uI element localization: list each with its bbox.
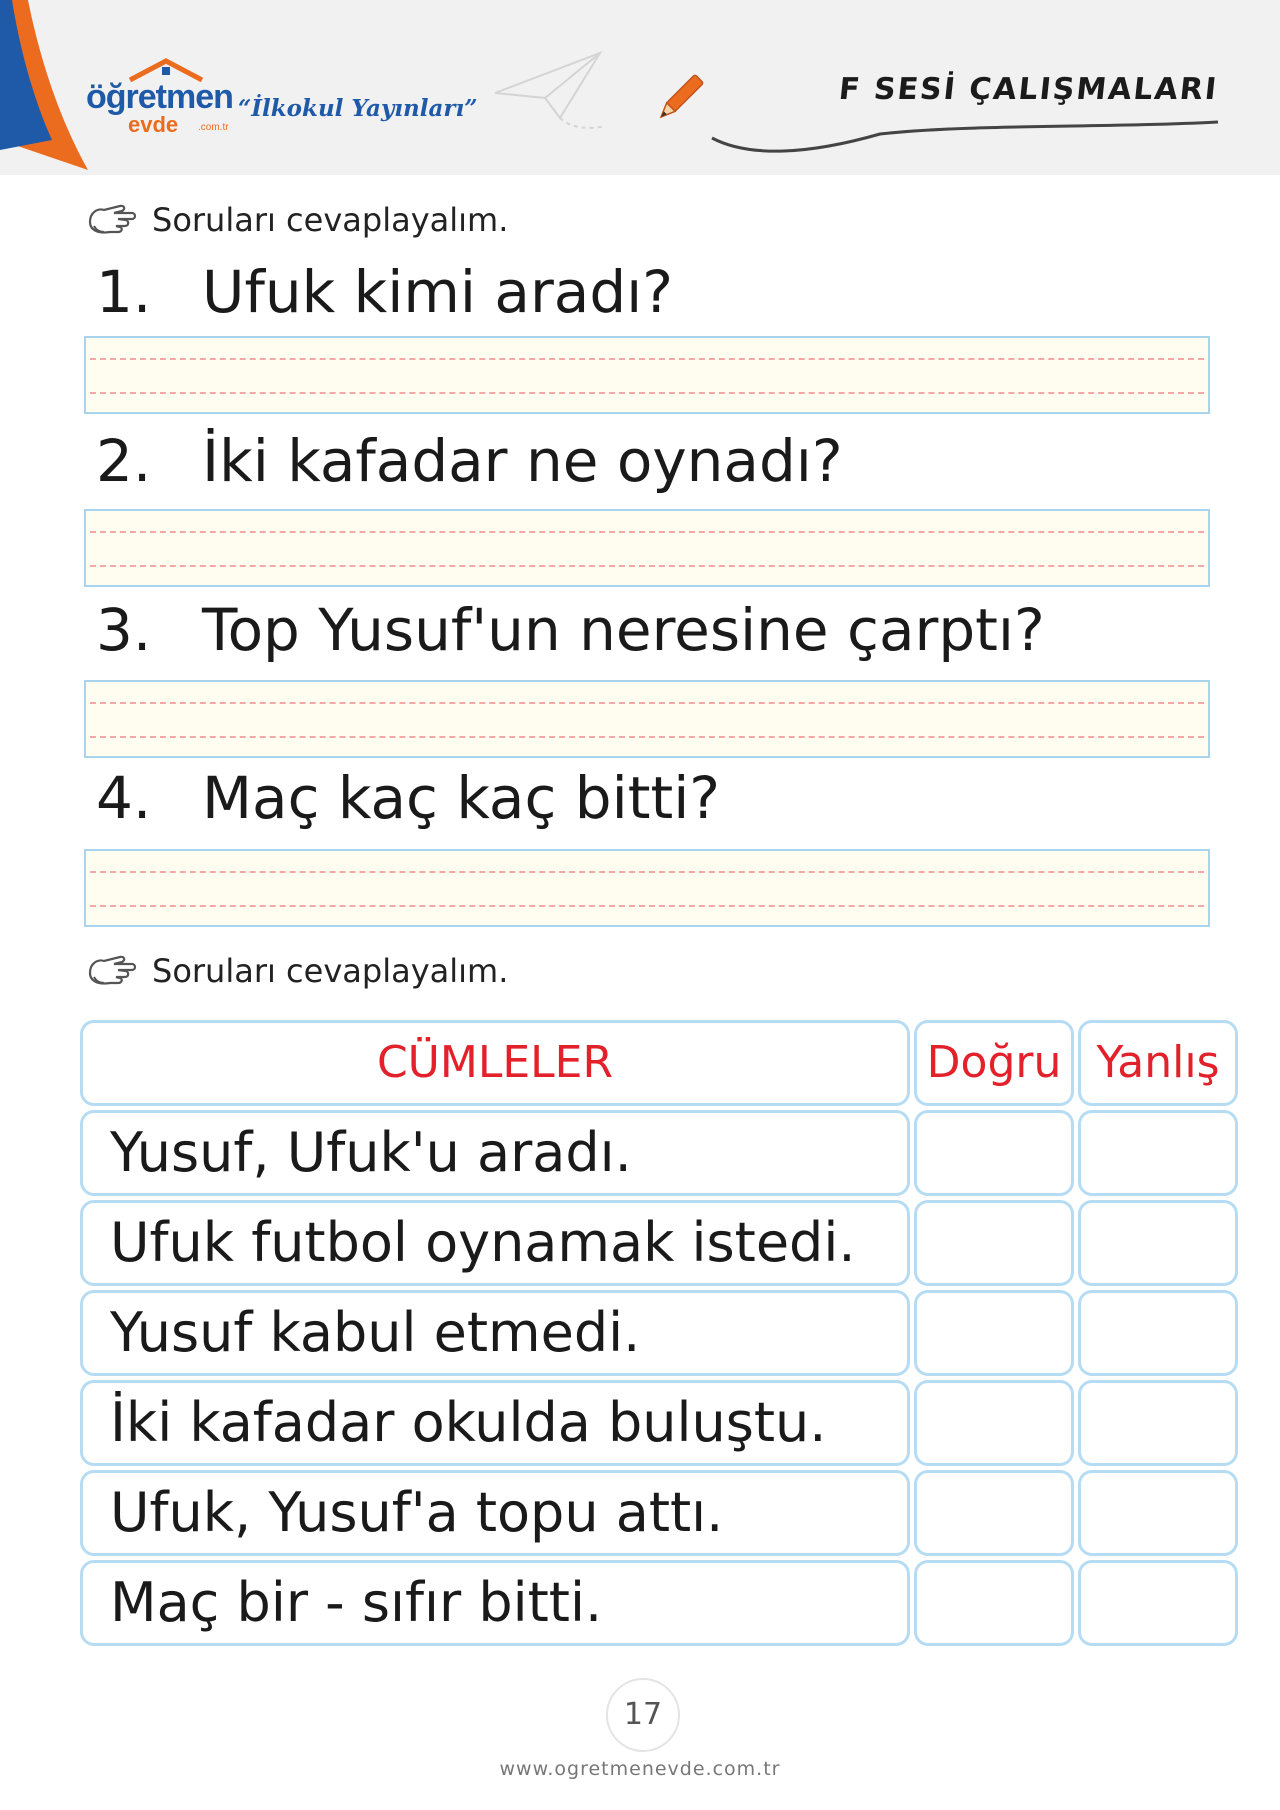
wrong-checkbox[interactable]: [1078, 1200, 1238, 1286]
logo-sub-text: evde: [128, 112, 179, 137]
wrong-checkbox[interactable]: [1078, 1380, 1238, 1466]
page-number: 17: [606, 1678, 680, 1752]
answer-box-2[interactable]: [84, 509, 1210, 587]
table-row: [80, 1290, 1240, 1376]
answer-box-4[interactable]: [84, 849, 1210, 927]
logo-main-text: öğretmen: [86, 78, 233, 116]
pointing-hand-icon: [86, 200, 138, 240]
guide-line: [90, 565, 1204, 567]
corner-decoration: [0, 0, 90, 175]
table-row: [80, 1200, 1240, 1286]
instruction-2: [86, 951, 508, 991]
question-number: 1.: [96, 258, 152, 326]
paper-plane-icon: [490, 48, 610, 138]
question-number: 3.: [96, 596, 152, 664]
pencil-icon: [648, 70, 708, 130]
guide-line: [90, 392, 1204, 394]
sentence-text: Ufuk futbol oynamak istedi.: [110, 1211, 856, 1274]
correct-checkbox[interactable]: [914, 1380, 1074, 1466]
header-wrong: Yanlış: [1096, 1037, 1220, 1088]
sentence-text: İki kafadar okulda buluştu.: [110, 1391, 827, 1454]
guide-line: [90, 871, 1204, 873]
correct-checkbox[interactable]: [914, 1470, 1074, 1556]
publisher-tagline: “İlkokul Yayınları”: [238, 95, 478, 122]
table-row: [80, 1110, 1240, 1196]
guide-line: [90, 702, 1204, 704]
question-number: 2.: [96, 427, 152, 495]
question-number: 4.: [96, 764, 152, 832]
question-2: [96, 427, 843, 495]
sentence-text: Maç bir - sıfır bitti.: [110, 1571, 603, 1634]
question-text: Ufuk kimi aradı?: [202, 258, 674, 326]
instruction-2-text: Soruları cevaplayalım.: [152, 952, 509, 990]
table-row: [80, 1380, 1240, 1466]
title-underline: [710, 118, 1230, 158]
house-roof-icon: [126, 58, 206, 82]
guide-line: [90, 905, 1204, 907]
question-text: Maç kaç kaç bitti?: [202, 764, 721, 832]
header-correct: Doğru: [926, 1037, 1062, 1088]
question-4: [96, 764, 720, 832]
guide-line: [90, 736, 1204, 738]
instruction-1-text: Soruları cevaplayalım.: [152, 201, 509, 239]
footer-website[interactable]: www.ogretmenevde.com.tr: [499, 1758, 781, 1780]
table-row: [80, 1560, 1240, 1646]
sentence-text: Yusuf, Ufuk'u aradı.: [110, 1121, 632, 1184]
sentence-text: Yusuf kabul etmedi.: [110, 1301, 641, 1364]
table-row: [80, 1470, 1240, 1556]
page-title: F SESİ ÇALIŞMALARI: [837, 72, 1220, 107]
question-3: [96, 596, 1045, 664]
pointing-hand-icon: [86, 951, 138, 991]
correct-checkbox[interactable]: [914, 1290, 1074, 1376]
correct-checkbox[interactable]: [914, 1200, 1074, 1286]
publisher-logo: [86, 78, 233, 137]
logo-domain-text: .com.tr: [198, 122, 229, 133]
guide-line: [90, 531, 1204, 533]
instruction-1: [86, 200, 508, 240]
correct-checkbox[interactable]: [914, 1560, 1074, 1646]
wrong-checkbox[interactable]: [1078, 1560, 1238, 1646]
question-text: İki kafadar ne oynadı?: [202, 427, 843, 495]
wrong-checkbox[interactable]: [1078, 1290, 1238, 1376]
header-sentences: CÜMLELER: [376, 1037, 614, 1088]
correct-checkbox[interactable]: [914, 1110, 1074, 1196]
wrong-checkbox[interactable]: [1078, 1470, 1238, 1556]
wrong-checkbox[interactable]: [1078, 1110, 1238, 1196]
table-header-row: [80, 1020, 1240, 1106]
answer-box-1[interactable]: [84, 336, 1210, 414]
guide-line: [90, 358, 1204, 360]
question-text: Top Yusuf'un neresine çarptı?: [202, 596, 1045, 664]
answer-box-3[interactable]: [84, 680, 1210, 758]
sentence-text: Ufuk, Yusuf'a topu attı.: [110, 1481, 724, 1544]
question-1: [96, 258, 673, 326]
